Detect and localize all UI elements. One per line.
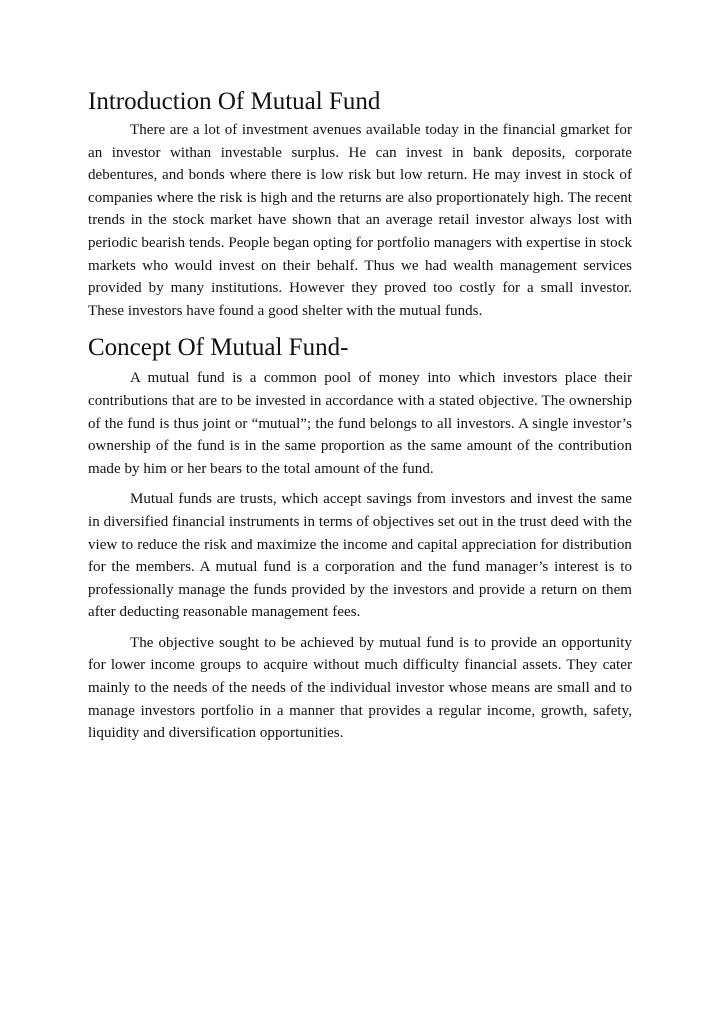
paragraph-concept-definition: A mutual fund is a common pool of money into which investors place their contributions that are to be invested in accordance with a stated objective. The ownership of the fund is thus joint or “mutual”; the fund belongs to all investors. A single investor’s ownership of the fund is in the same proportion as the same amount of the contribution made by him or her bears to the total amount of the fund. xyxy=(88,370,632,477)
paragraph-concept-trusts: Mutual funds are trusts, which accept savings from investors and invest the same in diversified financial instruments in terms of objectives set out in the trust deed with the view to reduce the risk and maximize the income and capital appreciation for distribution for the members. A mutual fund is a corporation and the fund manager’s interest is to professionally manage the funds provided by the investors and provide a return on them after deducting reasonable management fees. xyxy=(88,491,632,621)
section-heading-concept: Concept Of Mutual Fund- xyxy=(88,334,349,362)
document-body xyxy=(88,86,632,745)
paragraph-concept-objective: The objective sought to be achieved by mutual fund is to provide an opportunity for lower income groups to acquire without much difficulty financial assets. They cater mainly to the needs of the needs of the individual investor whose means are small and to manage investors portfolio in a manner that provides a regular income, growth, safety, liquidity and diversification opportunities. xyxy=(88,634,632,742)
paragraph-introduction: There are a lot of investment avenues available today in the financial gmarket for an investor withan investable surplus. He can invest in bank deposits, corporate debentures, and bonds where there is low risk but low return. He may invest in stock of companies where the risk is high and the returns are also proportionately high. The recent trends in the stock market have shown that an average retail investor always lost with periodic bearish tends. People began opting for portfolio managers with expertise in stock markets who would invest on their behalf. Thus we had wealth management services provided by many institutions. However they proved too costly for a small investor. These investors have found a good shelter with the mutual funds. xyxy=(88,122,632,319)
section-heading-introduction: Introduction Of Mutual Fund xyxy=(88,88,381,115)
